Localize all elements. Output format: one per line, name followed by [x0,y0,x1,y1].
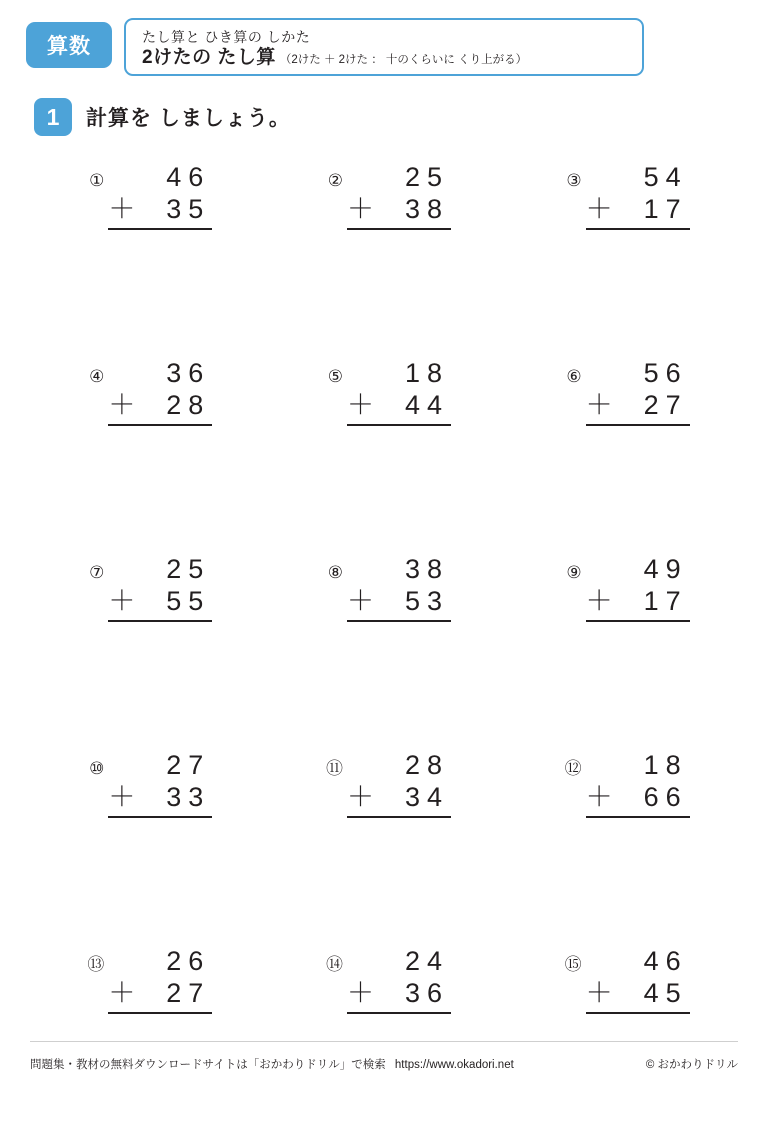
problem-label: ⑭ [325,955,343,974]
addend-bottom-row [108,782,212,818]
problem-item [265,358,504,554]
addend-top: 18 [643,750,688,780]
problem-label: ⑨ [566,563,582,582]
page-header [26,18,742,76]
plus-sign: ＋ [346,585,374,616]
problem-item [265,162,504,358]
plus-sign: ＋ [346,977,374,1008]
addend-top: 49 [643,554,688,584]
problem-label: ① [89,171,105,190]
addend-bottom-row [347,586,451,622]
plus-sign: ＋ [346,389,374,420]
addend-bottom: 53 [404,585,449,616]
vertical-calculation [108,358,212,426]
title-subnote: （2けた ＋ 2けた ： 十のくらいに くり上がる） [279,54,528,67]
plus-sign: ＋ [108,781,136,812]
problem-label: ⑫ [564,759,582,778]
addend-bottom: 27 [643,389,688,420]
addend-top: 46 [166,162,211,192]
footer-divider [30,1041,738,1042]
addend-top: 36 [166,358,211,388]
vertical-calculation [586,946,690,1014]
problem-label: ② [327,171,343,190]
footer-url[interactable]: https://www.okadori.net [394,1059,514,1071]
vertical-calculation [347,946,451,1014]
page-footer [0,1041,768,1087]
plus-sign: ＋ [108,193,136,224]
addend-bottom-row [586,782,690,818]
addend-bottom-row [586,586,690,622]
footer-copyright: © おかわりドリル [645,1059,738,1071]
problem-label: ⑧ [327,563,343,582]
vertical-calculation [347,358,451,426]
title-line-2 [142,46,626,70]
problem-item [265,554,504,750]
addend-bottom: 35 [166,193,211,224]
addend-top: 28 [404,750,449,780]
problem-item [265,750,504,946]
vertical-calculation [347,162,451,230]
vertical-calculation [108,162,212,230]
addend-bottom-row [108,978,212,1014]
problem-label: ④ [89,367,105,386]
problem-item [503,162,742,358]
problem-item [26,750,265,946]
addend-bottom: 66 [643,781,688,812]
addend-bottom-row [347,194,451,230]
addend-top: 24 [404,946,449,976]
problem-item [503,358,742,554]
addend-bottom: 45 [643,977,688,1008]
addend-bottom: 33 [166,781,211,812]
addend-top: 54 [643,162,688,192]
addend-top: 25 [404,162,449,192]
title-box [124,18,644,76]
title-main: 2けたの たし算 [142,47,276,69]
vertical-calculation [108,946,212,1014]
problem-label: ③ [566,171,582,190]
addend-bottom: 34 [404,781,449,812]
addend-top: 26 [166,946,211,976]
section-header [34,98,742,136]
addend-top: 56 [643,358,688,388]
vertical-calculation [586,554,690,622]
addend-top: 18 [404,358,449,388]
plus-sign: ＋ [585,585,613,616]
plus-sign: ＋ [585,193,613,224]
problem-item [503,554,742,750]
problem-item [26,162,265,358]
vertical-calculation [108,750,212,818]
vertical-calculation [347,554,451,622]
addend-bottom-row [586,978,690,1014]
addend-top: 27 [166,750,211,780]
vertical-calculation [108,554,212,622]
addend-bottom-row [347,978,451,1014]
addend-bottom: 27 [166,977,211,1008]
plus-sign: ＋ [585,977,613,1008]
addend-top: 38 [404,554,449,584]
footer-note: 問題集・教材の無料ダウンロードサイトは「おかわりドリル」で検索 [30,1059,386,1071]
problem-grid [26,162,742,1142]
addend-bottom: 44 [404,389,449,420]
addend-bottom-row [108,194,212,230]
problem-item [503,750,742,946]
problem-label: ⑪ [325,759,343,778]
plus-sign: ＋ [346,781,374,812]
problem-item [26,554,265,750]
plus-sign: ＋ [585,781,613,812]
addend-top: 46 [643,946,688,976]
addend-top: 25 [166,554,211,584]
addend-bottom: 55 [166,585,211,616]
plus-sign: ＋ [108,389,136,420]
addend-bottom: 36 [404,977,449,1008]
addend-bottom-row [347,782,451,818]
problem-label: ⑬ [87,955,105,974]
addend-bottom: 28 [166,389,211,420]
addend-bottom-row [347,390,451,426]
addend-bottom: 17 [643,193,688,224]
vertical-calculation [586,358,690,426]
addend-bottom-row [108,390,212,426]
plus-sign: ＋ [585,389,613,420]
section-instruction: 計算を しましょう。 [86,107,291,130]
addend-bottom: 17 [643,585,688,616]
plus-sign: ＋ [346,193,374,224]
vertical-calculation [586,162,690,230]
problem-label: ⑦ [89,563,105,582]
footer-left [30,1056,514,1072]
problem-item [26,358,265,554]
plus-sign: ＋ [108,977,136,1008]
problem-label: ⑥ [566,367,582,386]
problem-label: ⑤ [327,367,343,386]
addend-bottom: 38 [404,193,449,224]
title-line-1: たし算と ひき算の しかた [142,28,311,45]
problem-label: ⑮ [564,955,582,974]
problem-label: ⑩ [89,759,105,778]
vertical-calculation [347,750,451,818]
addend-bottom-row [586,194,690,230]
subject-badge: 算数 [26,22,112,68]
section-number-badge: 1 [34,98,72,136]
plus-sign: ＋ [108,585,136,616]
addend-bottom-row [108,586,212,622]
addend-bottom-row [586,390,690,426]
vertical-calculation [586,750,690,818]
